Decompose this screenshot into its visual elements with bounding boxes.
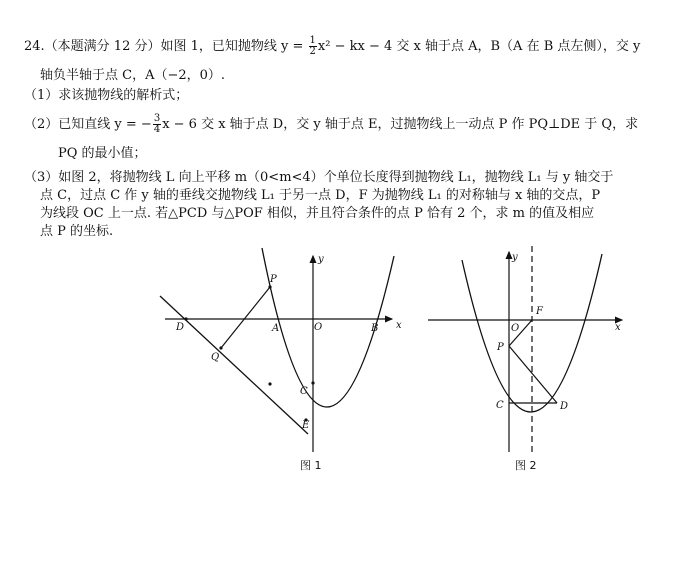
part3-line-4: 点 P 的坐标. xyxy=(40,224,114,239)
fig1-label-q: Q xyxy=(211,352,220,363)
fig2-label-d: D xyxy=(560,401,569,412)
fig1-label-b: B xyxy=(371,323,379,334)
part1-text: （1）求该抛物线的解析式； xyxy=(24,88,189,103)
part2-line-2: PQ 的最小值； xyxy=(58,146,147,161)
fig2-label-o: O xyxy=(511,323,520,334)
slope-fraction: $\frac{3}{4}$ xyxy=(153,113,161,135)
problem-number: 24.（本题满分 12 分） xyxy=(24,39,161,54)
fig1-label-a: A xyxy=(272,323,280,334)
problem-line-2: 轴负半轴于点 C，A（−2，0）. xyxy=(40,68,226,83)
fig1-label-c: C xyxy=(300,386,308,397)
fig1-label-y: y xyxy=(318,254,324,265)
part2-text-a: （2）已知直线 y = − xyxy=(24,117,152,132)
fig2-label-y: y xyxy=(512,252,518,263)
fig1-label-p: P xyxy=(270,274,277,285)
fig1-caption: 图 1 xyxy=(300,459,322,472)
fig2-label-x: x xyxy=(615,322,621,333)
fig2-label-f: F xyxy=(536,306,543,317)
fig1-label-o: O xyxy=(314,322,323,333)
fig2-label-p: P xyxy=(497,342,504,353)
part3-line-1: （3）如图 2，将抛物线 L 向上平移 m（0<m<4）个单位长度得到抛物线 L₁，抛物线 L₁ 与 y 轴交于 xyxy=(24,170,614,185)
fig2-segment-pd xyxy=(509,346,557,403)
part3-line-2: 点 C，过点 C 作 y 轴的垂线交抛物线 L₁ 于另一点 D，F 为抛物线 L₁ 的对称轴与 x 轴的交点，P xyxy=(40,188,601,203)
fig1-label-e: E xyxy=(302,420,310,431)
coef-fraction: $\frac{1}{2}$ xyxy=(309,35,316,57)
fig2-label-c: C xyxy=(496,400,504,411)
part2-text-b: x − 6 交 x 轴于点 D，交 y 轴于点 E，过抛物线上一动点 P 作 PQ⊥DE 于 Q，求 xyxy=(162,117,639,132)
intro-text-b: x² − kx − 4 交 x 轴于点 A，B（A 在 B 点左侧），交 y xyxy=(317,39,641,54)
fig1-label-x: x xyxy=(396,320,402,331)
part3-line-3: 为线段 OC 上一点. 若△PCD 与△POF 相似，并且符合条件的点 P 恰有 2 个，求 m 的值及相应 xyxy=(40,206,595,221)
intro-text-a: 如图 1，已知抛物线 y = xyxy=(160,39,308,54)
fig2-caption: 图 2 xyxy=(515,459,537,472)
fig1-label-d: D xyxy=(176,322,185,333)
